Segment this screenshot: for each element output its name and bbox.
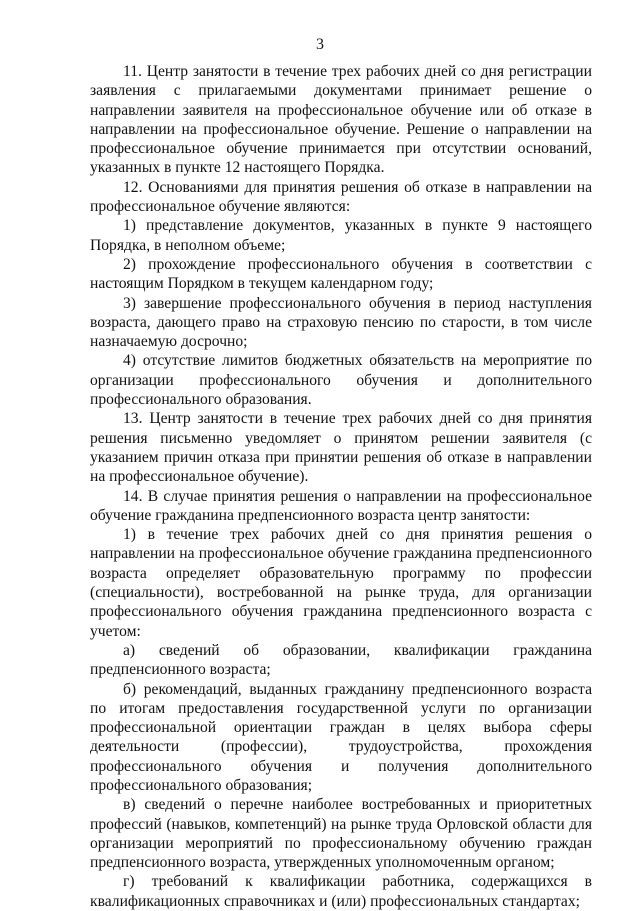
paragraph-14: 14. В случае принятия решения о направлении на профессиональное обучение гражданина предпенсионного возраста центр занятости: — [90, 487, 592, 524]
sub-item-g: г) требований к квалификации работника, содержащихся в квалификационных справочниках и (или) профессиональных стандартах; — [90, 873, 592, 910]
sub-item-v: в) сведений о перечне наиболее востребованных и приоритетных профессий (навыков, компетенций) на рынке труда Орловской области для организации мероприятий по профессиональному обучению граждан предпенсионного возраста, утвержденных уполномоченным органом; — [90, 796, 592, 872]
list-item-12-3: 3) завершение профессионального обучения в период наступления возраста, дающего право на страховую пенсию по старости, в том числе назначаемую досрочно; — [90, 294, 592, 351]
list-item-12-1: 1) представление документов, указанных в пункте 9 настоящего Порядка, в неполном объеме; — [90, 217, 592, 254]
sub-item-b: б) рекомендаций, выданных гражданину предпенсионного возраста по итогам предоставления государственной услуги по организации профессиональной ориентации граждан в целях выбора сферы деятельности (профессии), трудоустройства, прохождения профессионального обучения и получения дополнительного профессионального образования; — [90, 680, 592, 794]
paragraph-13: 13. Центр занятости в течение трех рабочих дней со дня принятия решения письменно уведомляет о принятом решении заявителя (с указанием причин отказа при принятии решения об отказе в направлении на профессиональное обучение). — [90, 410, 592, 486]
page-number: 3 — [316, 36, 324, 53]
paragraph-12: 12. Основаниями для принятия решения об отказе в направлении на профессиональное обучение являются: — [90, 178, 592, 216]
list-item-14-1: 1) в течение трех рабочих дней со дня принятия решения о направлении на профессиональное обучение гражданина предпенсионного возраста определяет образовательную программу по профессии (специальности), востребованной на рынке труда, для организации профессионального обучения гражданина предпенсионного возраста с учетом: — [90, 526, 592, 640]
sub-item-a: а) сведений об образовании, квалификации гражданина предпенсионного возраста; — [90, 641, 592, 679]
list-item-12-4: 4) отсутствие лимитов бюджетных обязательств на мероприятие по организации профессионального обучения и дополнительного профессионального образования. — [90, 352, 592, 409]
document-body — [90, 62, 592, 911]
paragraph-11: 11. Центр занятости в течение трех рабочих дней со дня регистрации заявления с прилагаемыми документами принимает решение о направлении заявителя на профессиональное обучение или об отказе в направлении на профессиональное обучение. Решение о направлении на профессиональное обучение принимается при отсутствии оснований, указанных в пункте 12 настоящего Порядка. — [90, 63, 592, 177]
list-item-12-2: 2) прохождение профессионального обучения в соответствии с настоящим Порядком в текущем календарном году; — [90, 255, 592, 293]
